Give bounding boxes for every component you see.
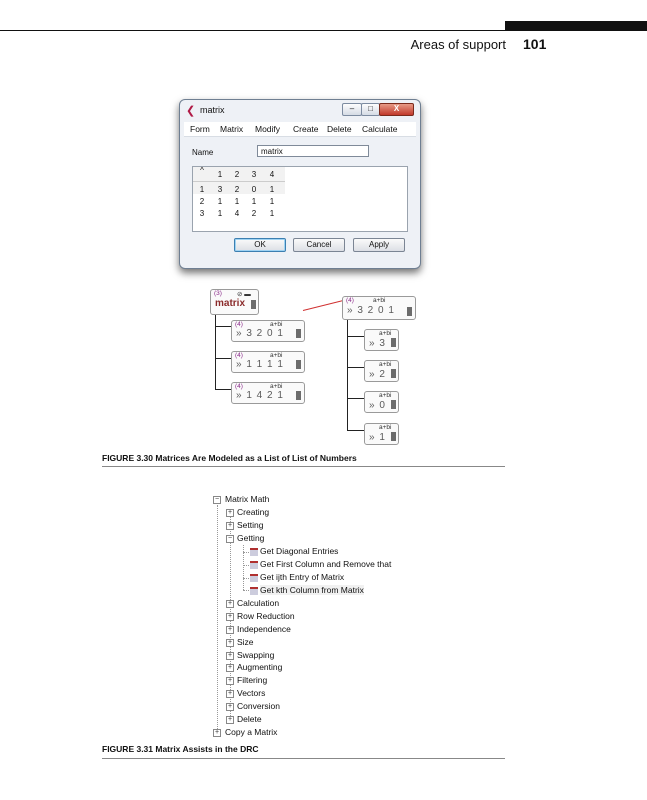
node-type: a+bi bbox=[379, 424, 392, 431]
tree-item[interactable]: Augmenting bbox=[237, 662, 283, 672]
expand-icon[interactable]: + bbox=[227, 703, 233, 710]
grid-cell[interactable]: 1 bbox=[269, 185, 275, 194]
menu-modify[interactable]: Modify bbox=[255, 124, 281, 134]
node-type: a+bi bbox=[379, 361, 392, 368]
tree-item[interactable]: Vectors bbox=[237, 688, 266, 698]
figure-caption: FIGURE 3.30 Matrices Are Modeled as a List of List of Numbers bbox=[102, 453, 357, 463]
menu-calculate[interactable]: Calculate bbox=[362, 124, 398, 134]
column-header[interactable]: 3 bbox=[251, 170, 257, 179]
expand-icon[interactable]: + bbox=[227, 626, 233, 633]
grid-cell[interactable]: 4 bbox=[234, 209, 240, 218]
node-type: a+bi bbox=[373, 297, 386, 304]
node-count: (4) bbox=[235, 352, 243, 359]
expand-icon[interactable]: + bbox=[227, 716, 233, 723]
tree-item[interactable]: Swapping bbox=[237, 650, 275, 660]
grid-cell[interactable]: 0 bbox=[251, 185, 257, 194]
leaf-icon bbox=[250, 548, 258, 556]
node-label: matrix bbox=[215, 298, 246, 309]
menu-delete[interactable]: Delete bbox=[327, 124, 352, 134]
node-value-text: 1 bbox=[379, 432, 386, 443]
grid-cell[interactable]: 1 bbox=[217, 197, 223, 206]
column-header[interactable]: 2 bbox=[234, 170, 240, 179]
node-type: a+bi bbox=[379, 392, 392, 399]
cancel-button[interactable]: Cancel bbox=[293, 238, 345, 252]
node-value-text: 3 bbox=[379, 338, 386, 349]
row-header: 3 bbox=[199, 209, 205, 218]
caption-rule bbox=[102, 758, 505, 759]
node-value: » 2 bbox=[369, 369, 386, 380]
tree-item[interactable]: Independence bbox=[237, 624, 291, 634]
node-value-text: 0 bbox=[379, 400, 386, 411]
row-header: 1 bbox=[199, 185, 205, 194]
tree-guide bbox=[243, 578, 249, 579]
node-value: » 3 bbox=[369, 338, 386, 349]
tree-guide bbox=[243, 565, 249, 566]
expand-icon[interactable]: + bbox=[227, 652, 233, 659]
grid-cell[interactable]: 1 bbox=[269, 209, 275, 218]
name-label: Name bbox=[192, 148, 214, 157]
tree-leaf[interactable]: Get Diagonal Entries bbox=[260, 546, 339, 556]
tree-item[interactable]: Setting bbox=[237, 520, 264, 530]
expand-icon[interactable]: + bbox=[227, 509, 233, 516]
grid-corner[interactable]: ^ bbox=[200, 166, 204, 175]
tree-guide bbox=[217, 505, 218, 733]
tree-item[interactable]: Delete bbox=[237, 714, 262, 724]
tree-item[interactable]: Creating bbox=[237, 507, 270, 517]
expand-icon[interactable]: + bbox=[227, 522, 233, 529]
tree-item[interactable]: Getting bbox=[237, 533, 265, 543]
node-value: » 3 2 0 1 bbox=[347, 305, 395, 316]
node-type: a+bi bbox=[270, 352, 283, 359]
grid-cell[interactable]: 1 bbox=[269, 197, 275, 206]
node-value: » 1 4 2 1 bbox=[236, 390, 284, 401]
row-header: 2 bbox=[199, 197, 205, 206]
expand-icon[interactable]: + bbox=[227, 639, 233, 646]
expand-icon[interactable]: + bbox=[227, 690, 233, 697]
grid-cell[interactable]: 1 bbox=[234, 197, 240, 206]
node-type: a+bi bbox=[379, 330, 392, 337]
node-value: » 0 bbox=[369, 400, 386, 411]
column-header[interactable]: 4 bbox=[269, 170, 275, 179]
grid-cell[interactable]: 1 bbox=[251, 197, 257, 206]
expand-icon[interactable]: + bbox=[227, 600, 233, 607]
ok-button[interactable]: OK bbox=[234, 238, 286, 252]
node-value-text: 1 1 1 1 bbox=[246, 359, 284, 370]
arrow-icon: ❮ bbox=[186, 105, 196, 117]
node-icons: ⊘ ▬ bbox=[237, 291, 251, 298]
node-value-text: 2 bbox=[379, 369, 386, 380]
leaf-icon bbox=[250, 561, 258, 569]
node-value: » 1 bbox=[369, 432, 386, 443]
node-count: (4) bbox=[235, 383, 243, 390]
grid-cell[interactable]: 1 bbox=[217, 209, 223, 218]
node-type: a+bi bbox=[270, 383, 283, 390]
tree-guide bbox=[243, 552, 249, 553]
tree-item[interactable]: Row Reduction bbox=[237, 611, 295, 621]
tree-root[interactable]: Copy a Matrix bbox=[225, 727, 278, 737]
grid-cell[interactable]: 3 bbox=[217, 185, 223, 194]
node-value-text: 3 2 0 1 bbox=[246, 328, 284, 339]
tree-guide bbox=[243, 590, 249, 591]
tree-item[interactable]: Size bbox=[237, 637, 254, 647]
close-button[interactable]: X bbox=[379, 103, 414, 116]
expand-icon[interactable]: + bbox=[227, 677, 233, 684]
node-value-text: 1 4 2 1 bbox=[246, 390, 284, 401]
leaf-icon bbox=[250, 587, 258, 595]
node-value-text: 3 2 0 1 bbox=[357, 305, 395, 316]
collapse-icon[interactable]: − bbox=[214, 496, 220, 503]
expand-icon[interactable]: + bbox=[227, 664, 233, 671]
node-count: (4) bbox=[346, 297, 354, 304]
figure-caption: FIGURE 3.31 Matrix Assists in the DRC bbox=[102, 744, 259, 754]
menu-create[interactable]: Create bbox=[293, 124, 319, 134]
minimize-button[interactable]: – bbox=[342, 103, 362, 116]
collapse-icon[interactable]: − bbox=[227, 535, 233, 542]
node-type: a+bi bbox=[270, 321, 283, 328]
grid-cell[interactable]: 2 bbox=[234, 185, 240, 194]
tree-item[interactable]: Conversion bbox=[237, 701, 280, 711]
node-count: (4) bbox=[235, 321, 243, 328]
expand-icon[interactable]: + bbox=[214, 729, 220, 736]
tree-leaf[interactable]: Get First Column and Remove that bbox=[260, 559, 392, 569]
running-head: Areas of support bbox=[410, 37, 506, 52]
page-number: 101 bbox=[523, 36, 547, 52]
name-input[interactable]: matrix bbox=[257, 145, 369, 157]
tree-item[interactable]: Calculation bbox=[237, 598, 280, 608]
grid-cell[interactable]: 2 bbox=[251, 209, 257, 218]
menu-matrix[interactable]: Matrix bbox=[220, 124, 244, 134]
menu-form[interactable]: Form bbox=[190, 124, 210, 134]
tree-root[interactable]: Matrix Math bbox=[225, 494, 270, 504]
node-value: » 3 2 0 1 bbox=[236, 328, 284, 339]
node-value: » 1 1 1 1 bbox=[236, 359, 284, 370]
dialog-title: matrix bbox=[200, 105, 225, 115]
tree-leaf[interactable]: Get kth Column from Matrix bbox=[260, 585, 364, 595]
expand-icon[interactable]: + bbox=[227, 613, 233, 620]
node-count: (3) bbox=[214, 290, 222, 297]
tree-leaf[interactable]: Get ijth Entry of Matrix bbox=[260, 572, 345, 582]
leaf-icon bbox=[250, 574, 258, 582]
apply-button[interactable]: Apply bbox=[353, 238, 405, 252]
maximize-button[interactable]: □ bbox=[361, 103, 380, 116]
column-header[interactable]: 1 bbox=[217, 170, 223, 179]
tree-item[interactable]: Filtering bbox=[237, 675, 268, 685]
